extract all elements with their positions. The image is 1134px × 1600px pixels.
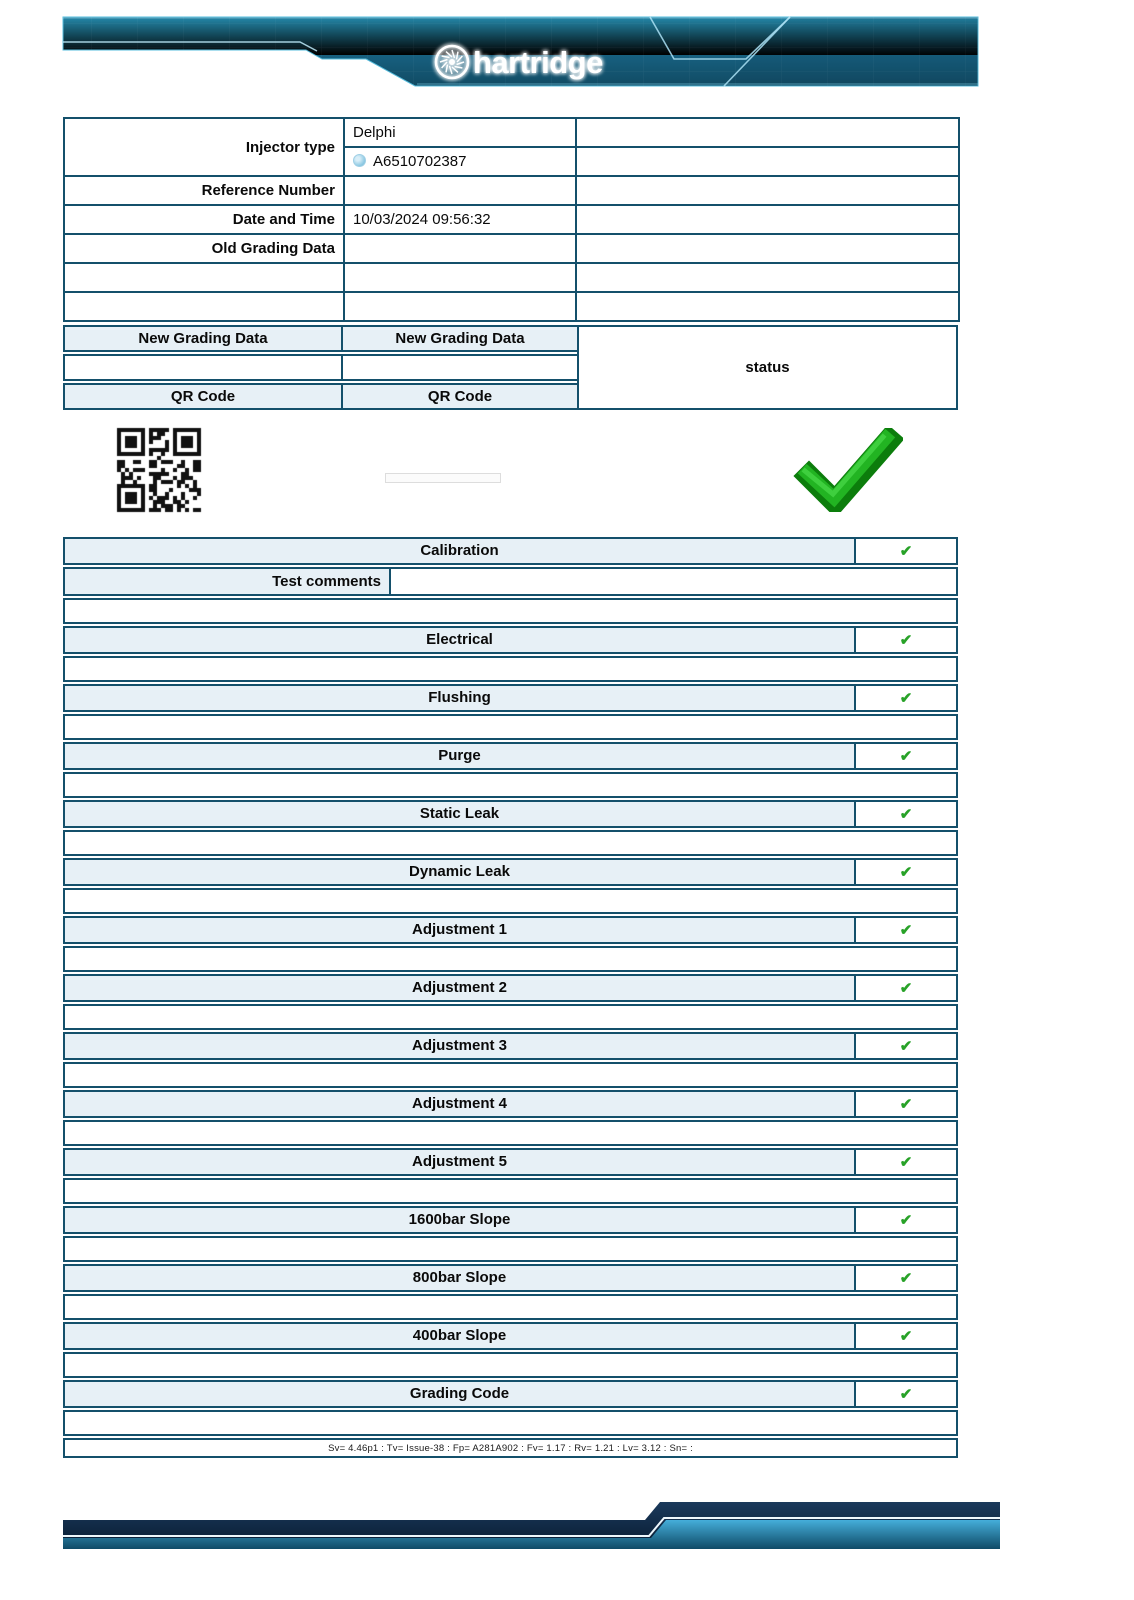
check-icon: ✔	[856, 744, 956, 768]
injector-type-value-2	[344, 147, 576, 176]
new-grading-label-col2: New Grading Data	[341, 325, 579, 352]
spacer-row	[63, 1236, 958, 1262]
section-row-800bar-slope	[63, 1264, 958, 1292]
section-title: Purge	[65, 744, 856, 768]
spacer-row	[63, 1120, 958, 1146]
section-row-electrical	[63, 626, 958, 654]
empty-cell	[64, 263, 344, 292]
check-icon: ✔	[856, 860, 956, 884]
section-title: Grading Code	[65, 1382, 856, 1406]
section-row-adjustment-2	[63, 974, 958, 1002]
section-title: 800bar Slope	[65, 1266, 856, 1290]
injector-type-value-1: Delphi	[344, 118, 576, 147]
test-checklist	[63, 537, 958, 1458]
section-row-purge	[63, 742, 958, 770]
spacer-row	[63, 946, 958, 972]
check-icon: ✔	[856, 1150, 956, 1174]
new-grading-row	[63, 325, 579, 352]
old-grading-value	[344, 234, 576, 263]
empty-cell	[344, 292, 576, 321]
qr-code-label-col2: QR Code	[341, 383, 579, 410]
empty-cell	[341, 354, 579, 381]
spacer-row	[63, 1004, 958, 1030]
injector-type-label: Injector type	[64, 118, 344, 176]
section-title: Static Leak	[65, 802, 856, 826]
injector-serial: A6510702387	[373, 153, 467, 170]
section-title: Adjustment 1	[65, 918, 856, 942]
check-icon: ✔	[856, 1324, 956, 1348]
spacer-row	[63, 1410, 958, 1436]
empty-cell	[576, 234, 959, 263]
status-cell: status	[577, 325, 958, 410]
test-comments-row	[63, 567, 958, 596]
section-title: 400bar Slope	[65, 1324, 856, 1348]
spacer-row	[63, 656, 958, 682]
reference-number-label: Reference Number	[64, 176, 344, 205]
spacer-row	[63, 1178, 958, 1204]
check-icon: ✔	[856, 802, 956, 826]
version-info-row: Sv= 4.46p1 : Tv= Issue-38 : Fp= A281A902 : Fv= 1.17 : Rv= 1.21 : Lv= 3.12 : Sn= :	[63, 1438, 958, 1458]
header-banner	[0, 0, 1134, 112]
section-row-400bar-slope	[63, 1322, 958, 1350]
check-icon: ✔	[856, 628, 956, 652]
section-row-adjustment-4	[63, 1090, 958, 1118]
check-icon: ✔	[856, 539, 956, 563]
qr-code-row	[63, 383, 579, 410]
date-time-label: Date and Time	[64, 205, 344, 234]
big-check-icon	[791, 428, 903, 512]
empty-field-placeholder	[385, 473, 501, 483]
brand-logo	[436, 45, 603, 80]
section-row-1600bar-slope	[63, 1206, 958, 1234]
bullet-icon	[353, 154, 366, 167]
empty-cell	[576, 147, 959, 176]
section-title: 1600bar Slope	[65, 1208, 856, 1232]
spacer-row	[63, 1062, 958, 1088]
empty-cell	[344, 263, 576, 292]
test-comments-label: Test comments	[65, 569, 391, 594]
check-icon: ✔	[856, 1208, 956, 1232]
injector-info-grid	[63, 117, 960, 322]
section-row-adjustment-3	[63, 1032, 958, 1060]
empty-row	[63, 354, 579, 381]
section-title: Calibration	[65, 539, 856, 563]
empty-cell	[576, 205, 959, 234]
wheel-icon	[436, 46, 468, 78]
check-icon: ✔	[856, 1034, 956, 1058]
qr-code	[113, 424, 205, 516]
test-comments-value	[391, 569, 956, 594]
check-icon: ✔	[856, 976, 956, 1000]
empty-cell	[64, 292, 344, 321]
empty-cell	[576, 176, 959, 205]
empty-cell	[576, 292, 959, 321]
check-icon: ✔	[856, 1092, 956, 1116]
spacer-row	[63, 714, 958, 740]
empty-cell	[63, 354, 343, 381]
spacer-row	[63, 1294, 958, 1320]
section-title: Adjustment 3	[65, 1034, 856, 1058]
empty-cell	[576, 118, 959, 147]
qr-code-label-col1: QR Code	[63, 383, 343, 410]
spacer-row	[63, 772, 958, 798]
check-icon: ✔	[856, 686, 956, 710]
grading-status-block	[63, 325, 958, 410]
section-row-adjustment-5	[63, 1148, 958, 1176]
section-row-calibration	[63, 537, 958, 565]
section-title: Adjustment 5	[65, 1150, 856, 1174]
section-title: Adjustment 4	[65, 1092, 856, 1116]
brand-name: hartridge	[473, 45, 603, 80]
new-grading-label-col1: New Grading Data	[63, 325, 343, 352]
check-icon: ✔	[856, 918, 956, 942]
check-icon: ✔	[856, 1382, 956, 1406]
section-row-dynamic-leak	[63, 858, 958, 886]
section-row-grading-code	[63, 1380, 958, 1408]
old-grading-label: Old Grading Data	[64, 234, 344, 263]
spacer-row	[63, 830, 958, 856]
grading-labels	[63, 325, 579, 410]
spacer-row	[63, 888, 958, 914]
date-time-value: 10/03/2024 09:56:32	[344, 205, 576, 234]
section-title: Electrical	[65, 628, 856, 652]
section-row-static-leak	[63, 800, 958, 828]
injector-info-table	[63, 117, 958, 410]
section-row-adjustment-1	[63, 916, 958, 944]
empty-cell	[576, 263, 959, 292]
section-row-flushing	[63, 684, 958, 712]
section-title: Adjustment 2	[65, 976, 856, 1000]
footer-banner	[0, 1493, 1134, 1553]
check-icon: ✔	[856, 1266, 956, 1290]
reference-number-value	[344, 176, 576, 205]
spacer-row	[63, 1352, 958, 1378]
section-title: Dynamic Leak	[65, 860, 856, 884]
spacer-row	[63, 598, 958, 624]
section-title: Flushing	[65, 686, 856, 710]
